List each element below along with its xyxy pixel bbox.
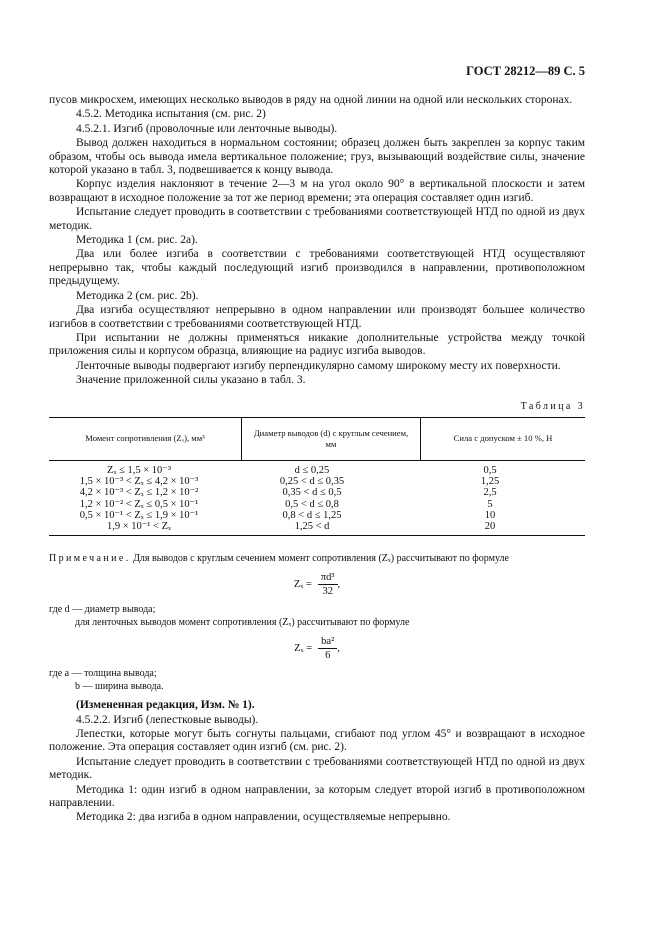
table-cell: 1,25 xyxy=(480,476,500,488)
table-cell: 4,2 × 10⁻³ < Zₓ ≤ 1,2 × 10⁻² xyxy=(79,487,199,499)
table-cell: 0,8 < d ≤ 1,25 xyxy=(282,509,342,521)
formula-strip xyxy=(49,635,585,662)
paragraph: Значение приложенной силы указано в табл. 3. xyxy=(76,374,306,387)
paragraph: (Измененная редакция, Изм. № 1). xyxy=(76,699,255,712)
table-cell: 0,25 < d ≤ 0,35 xyxy=(279,476,345,488)
formula-tail: , xyxy=(337,643,340,655)
table-cell: 0,5 × 10⁻¹ < Zₓ ≤ 1,9 × 10⁻¹ xyxy=(79,509,199,521)
formula-fraction xyxy=(318,635,337,662)
force-table xyxy=(49,417,585,536)
table-cell: 1,9 × 10⁻¹ < Zₓ xyxy=(106,520,172,532)
table-header-moment: Момент сопротивления (Zₓ), мм³ xyxy=(85,433,205,444)
formula-lhs: Zₓ = xyxy=(294,643,313,655)
table-cell: 2,5 xyxy=(483,487,497,499)
table-row xyxy=(49,465,585,476)
where-d: где d — диаметр вывода; xyxy=(49,604,156,616)
table-caption: Таблица 3 xyxy=(520,400,585,412)
table-cell: 0,35 < d ≤ 0,5 xyxy=(282,487,342,499)
table-cell: 1,25 < d xyxy=(294,520,330,532)
table-row xyxy=(49,510,585,521)
paragraph: Методика 2: два изгиба в одном направлении, осуществляемые непрерывно. xyxy=(76,811,451,824)
paragraph: 4.5.2. Методика испытания (см. рис. 2) xyxy=(76,108,266,121)
document-body xyxy=(49,94,585,826)
table-cell: Zₓ ≤ 1,5 × 10⁻³ xyxy=(107,464,171,476)
note-text-2: для ленточных выводов момент сопротивления (Zₓ) рассчитывают по формуле xyxy=(75,616,410,628)
table-row xyxy=(49,487,585,498)
table-header-force: Сила с допуском ± 10 %, Н xyxy=(453,433,553,444)
paragraph: Вывод должен находиться в нормальном состоянии; образец должен быть закреплен за корпус таким образом, чтобы ось вывода имела вертикальное положение; груз, вызывающий воздействие силы, значение которой указано в табл. 3, подвешивается к концу вывода. xyxy=(49,137,585,177)
paragraph: пусов микросхем, имеющих несколько выводов в ряду на одной линии на одной или нескольких сторонах. xyxy=(49,94,573,106)
paragraph: Два изгиба осуществляют непрерывно в одном направлении или производят большее количество изгибов в соответствии с требованиями соответствующей НТД. xyxy=(49,304,585,330)
where-b: b — ширина вывода. xyxy=(75,680,164,692)
formula-lhs: Zₓ = xyxy=(293,579,312,591)
paragraph: Методика 1 (см. рис. 2а). xyxy=(76,234,198,247)
table-cell: 0,5 xyxy=(483,464,497,476)
formula-denominator: 6 xyxy=(325,650,331,662)
table-body xyxy=(49,461,585,535)
paragraph: Испытание следует проводить в соответствии с требованиями соответствующей НТД по одной из двух методик. xyxy=(49,755,585,782)
formula-denominator: 32 xyxy=(322,586,333,598)
paragraph: Лепестки, которые могут быть согнуты пальцами, сгибают под углом 45° и возвращают в исходное положение. Эта операция составляет один изгиб (см. рис. 2). xyxy=(49,727,585,754)
paragraph: Два или более изгиба в соответствии с требованиями соответствующей НТД осуществляют непрерывно так, чтобы каждый последующий изгиб производился в направлении, противоположном предыдущему. xyxy=(49,248,585,288)
where-a: где a — толщина вывода; xyxy=(49,668,157,680)
note-text: Для выводов с круглым сечением момент сопротивления (Zₓ) рассчитывают по формуле xyxy=(133,553,509,565)
table-cell: 0,5 < d ≤ 0,8 xyxy=(285,498,339,510)
table-cell: 20 xyxy=(484,520,496,532)
note-label: Примечание. xyxy=(49,553,131,565)
paragraph: 4.5.2.1. Изгиб (проволочные или ленточные выводы). xyxy=(76,122,338,135)
table-cell: d ≤ 0,25 xyxy=(294,464,330,476)
formula-numerator: πd³ xyxy=(318,571,338,585)
page-header: ГОСТ 28212—89 С. 5 xyxy=(466,64,585,78)
table-cell: 1,2 × 10⁻² < Zₓ ≤ 0,5 × 10⁻¹ xyxy=(79,498,199,510)
table-header xyxy=(49,418,585,461)
formula-numerator: ba² xyxy=(318,635,337,649)
table-row xyxy=(49,499,585,510)
paragraph: 4.5.2.2. Изгиб (лепестковые выводы). xyxy=(76,713,259,726)
table-note xyxy=(49,552,585,693)
table-header-diameter: Диаметр выводов (d) с круглым сечением, мм xyxy=(241,418,421,460)
formula-tail: , xyxy=(337,579,341,591)
formula-round xyxy=(49,571,585,598)
paragraph: Методика 1: один изгиб в одном направлении, за которым следует второй изгиб в противоположном направлении. xyxy=(49,783,585,809)
formula-fraction xyxy=(318,571,338,598)
table-row xyxy=(49,476,585,487)
table-cell: 1,5 × 10⁻³ < Zₓ ≤ 4,2 × 10⁻³ xyxy=(79,476,199,488)
paragraph: Корпус изделия наклоняют в течение 2—3 м на угол около 90° в вертикальной плоскости и затем возвращают в исходное положение за тот же период времени; эта операция составляет один изгиб. xyxy=(49,178,585,204)
paragraph: Испытание следует проводить в соответствии с требованиями соответствующей НТД по одной из двух методик. xyxy=(49,206,585,232)
paragraph: При испытании не должны применяться никакие дополнительные устройства между точкой приложения силы и корпусом образца, влияющие на радиус изгиба выводов. xyxy=(49,331,585,358)
table-row xyxy=(49,521,585,532)
table-cell: 5 xyxy=(487,498,493,510)
body-text-bottom xyxy=(49,699,585,825)
table-cell: 10 xyxy=(484,509,496,521)
body-text-top xyxy=(49,94,585,388)
paragraph: Ленточные выводы подвергают изгибу перпендикулярно самому широкому месту их поверхности. xyxy=(76,359,561,372)
paragraph: Методика 2 (см. рис. 2b). xyxy=(76,289,199,302)
